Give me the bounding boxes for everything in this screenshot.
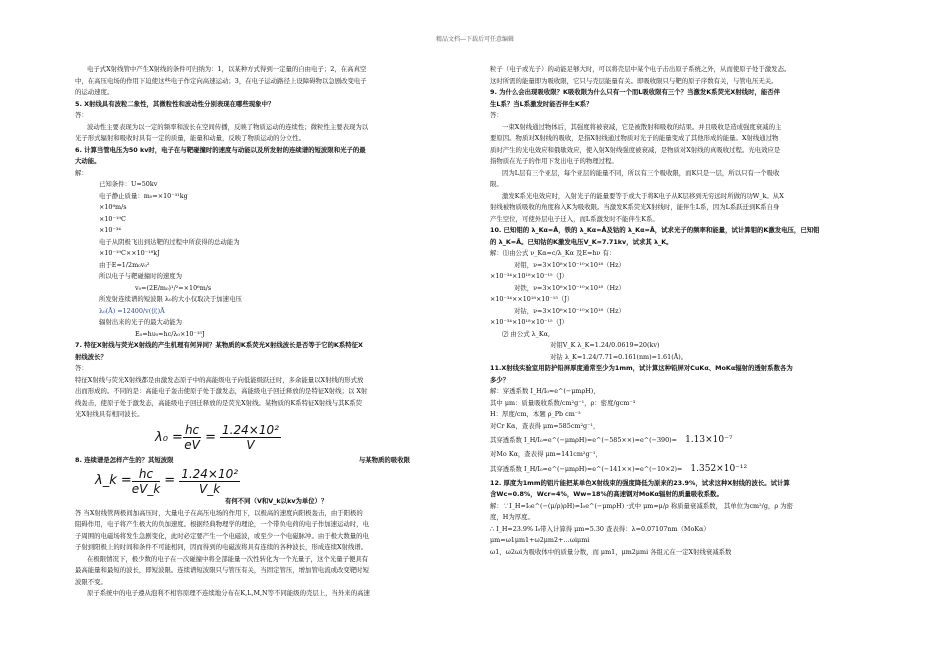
intro-line: 中，在高压电场的作用下迫使这些电子作定向高速运动；3，在电子运动路径上设障碍物以急剧改变电子 [75, 76, 367, 85]
solution-line: ×10⁻¹⁹C××10⁻¹⁸kJ [99, 249, 160, 257]
answer-line: 特征X射线与荧光X射线都是由激发态原子中的高能级电子向低能级跃迁时，多余能量以X射线的形式放 [75, 375, 364, 384]
answer-line: 波动性主要表现为以一定的频率和波长在空间传播，反映了物质运动的连续性；微粒性主要表现为以 [87, 122, 369, 131]
solution-line: 由于E=1/2m₀v₀² [99, 260, 150, 269]
solution-line: ⑵ 由公式 λ_Kα, [502, 329, 550, 338]
solution-line: 所发射连续谱的短波限 λ₀的大小仅取决于加速电压 [99, 295, 242, 303]
answer-line: 出而形成的。不同的是：高能电子轰击使原子处于激发态，高能级电子回迁释放的是特征X射线；以 X射 [75, 387, 368, 395]
solution-line: 辐射出来的光子的最大动能为 [99, 318, 183, 326]
answer-line: 产生空位，可使外层电子迁入，而L系激发时不能伴生K系。 [490, 214, 659, 223]
question-7: 7. 特征X射线与荧光X射线的产生机理有何异同？某物质的K系荧光X射线波长是否等于它的K系特征X [75, 341, 363, 349]
answer-label: 答： [75, 364, 88, 372]
question-6: 大动能。 [75, 157, 101, 165]
solution-line: λ₀(Å) =12400/v(伏)Å [99, 306, 165, 315]
cu-transmission: 其穿透系数 I_H/I₀=e^(−μmρH)=e^(−585××)=e^(−390)= 1.13×10⁻⁷ [490, 435, 733, 445]
solution-line: 解：∵I_H=I₀e^(−(μ/ρ)ρH)=I₀e^(−μmρH) ·式中 μm=μ/ρ 称质量衰减系数， 其单位为cm²/g，ρ 为密 [490, 501, 793, 510]
solution-line: 对钴，ν=3×10⁸×10⁻¹⁰×10¹⁸（Hz） [514, 306, 625, 315]
answer-line: 因为L层有三个亚层，每个亚层的能量不同，所以有三个吸收限，而K只是一层，所以只有一个吸收 [502, 168, 780, 177]
question-9: 生L系？当L系激发时能否伴生K系？ [490, 99, 593, 108]
solution-line: ∴ I_H=23.9% I₀带入计算得 μm=5.30 查表得：λ=0.07107nm（MoKα） [490, 524, 710, 533]
solution-line: ×10⁸m/s [99, 203, 127, 211]
solution-line: ×10⁻¹⁹C [99, 214, 126, 223]
answer-line: 射线被物质吸收的角度称入K为吸收限。当激发K系荧光X射线时，能伴生L系，因为L系跃迁到K系自身 [490, 203, 780, 211]
left-column [75, 64, 470, 600]
intro-line: 电子式X射线管中产生X射线的条件可归纳为：1，以某种方式得到一定量的自由电子；2，在高真空 [87, 65, 367, 73]
text-line: 这时所需的能量即为吸收限，它只与壳层能量有关。即吸收限只与靶的原子序数有关，与管电压无关。 [490, 76, 778, 85]
solution-line: 电子静止质量：m₀=×10⁻³¹kg [99, 191, 188, 200]
answer-line: 原子系统中的电子遵从泡利不相容原理不连续地分布在K,L,M,N等不同能级的壳层上，当外来的高速 [87, 589, 370, 597]
solution-line: 电子从阴极飞出到达靶的过程中所获得的总动能为 [99, 237, 240, 246]
answer-line: 波限不变。 [75, 577, 107, 586]
short-wavelength-formula: λ₀ = $\frac{hc}{eV}$ = $\frac{\text{1.24×10²}}{V}$ [155, 423, 279, 452]
right-column [490, 64, 885, 558]
answer-label: 答： [75, 111, 88, 119]
solution-line: H：厚度/cm，本题 ρ_Pb cm⁻³ [490, 410, 581, 418]
intro-line: 的运动速度。 [75, 88, 114, 96]
answer-line: 指物质在光子的作用下发出电子的物理过程。 [490, 157, 618, 165]
question-6: 6. 计算当管电压为50 kv时，电子在与靶碰撞时的速度与动能以及所发射的连续谱的短波限和光子的最 [75, 145, 366, 154]
question-10: 10. 已知钼的 λ_Kα=Å，铁的 λ_Kα=Å及钴的 λ_Kα=Å，试求光子的频率和能量，试计算钼的K激发电压，已知钼 [490, 226, 820, 234]
solution-line: 对Cr Kα，查表得 μm=585cm²g⁻¹， [490, 421, 600, 430]
solution-line: ×10⁻³⁴ [99, 226, 121, 234]
absorption-edge-formula: λ_k = $\frac{hc}{eV\_k}$ = $\frac{\text{1.24×10²}}{V\_k}$ [95, 466, 239, 496]
answer-line: 要原因。物质对X射线的吸收，是指X射线通过物质对光子的能量变成了其他形成的能量。X射线通过物 [490, 134, 779, 142]
answer-line: 光X射线具有相同波长。 [75, 410, 144, 418]
solution-line: 解：穿透系数 I_H/I₀=e^(−μmρH)， [490, 387, 600, 395]
solution-line: ×10⁻³⁴×10¹⁸×10⁻¹⁵（J） [490, 318, 568, 326]
answer-line: 最高能量和最短的波长，即短波限。连续谱短波限只与管压有关，当固定管压，增加管电流或改变靶时短 [75, 566, 369, 574]
question-11: 11.X射线实验室用防护铅屏厚度通常至少为1mm，试计算这种铅屏对CuKα、MoKα辐射的透射系数各为 [490, 364, 793, 372]
solution-line: 其中 μm：质量吸收系数/cm²g⁻¹，ρ：密度/gcm⁻³ [490, 398, 636, 407]
question-8: 8. 连续谱是怎样产生的？其短波限 与某物质的吸收限 [75, 455, 410, 464]
solution-line: 对Mo Kα，查表得 μm=141cm²g⁻¹， [490, 450, 602, 458]
question-11: 多少？ [490, 375, 510, 384]
solution-line: ×10⁻³⁴××10¹⁸×10⁻¹⁵（J） [490, 295, 574, 303]
solution-line: 度，H为厚度。 [490, 513, 534, 521]
question-10: 的 λ_K=Å。已知钴的K激发电压V_K=7.71kv，试求其 λ_K。 [490, 237, 673, 246]
solution-line: ω1，ω2ωi为吸收体中的质量分数，而 μm1，μm2μmi 各组元在一定X射线衰减系数 [490, 547, 732, 556]
solution-line: 已知条件：U=50kv [99, 180, 158, 188]
question-7: 射线波长？ [75, 352, 107, 361]
solution-line: ×10⁻³⁴×10¹⁸×10⁻¹⁵（J） [490, 272, 568, 280]
solution-line: v₀=(2E/m₀)¹/²=×10⁶m/s [135, 283, 212, 292]
mo-transmission: 其穿透系数 I_H/I₀=e^(−μmρH)=e^(−141××)=e^(−10×2)= 1.352×10⁻¹² [490, 463, 748, 474]
answer-line: 子周围的电磁场将发生急剧变化，此时必定要产生一个电磁波，或至少一个电磁脉冲。由于极大数量的电 [75, 531, 369, 540]
answer-line: 阻碍作用，电子将产生极大的负加速度。根据经典物理学的理论，一个带负电荷的电子作加速运动时，电 [75, 520, 369, 528]
answer-line: 质时产生的光电效应和俄歇效应，使入射X射线强度被衰减，是物质对X射线的真吸收过程。光电效应是 [490, 145, 781, 154]
solution-line: 对钼V_K λ_K=1.24/0.0619=20(kv) [550, 341, 660, 349]
answer-line: 激发K系光电效应时，入射光子的能量要等于或大于将K电子从K层移到无穷远时所做的功W_k。从X [502, 191, 784, 200]
text-line: 粒子（电子或光子）的动能足够大时，可以将壳层中某个电子击出原子系统之外，从而使原子处于激发态。 [490, 65, 791, 73]
answer-line: 限。 [490, 180, 503, 188]
answer-label: 答： [490, 111, 503, 119]
solution-label: 解： [75, 168, 88, 177]
solution-line: μm=ω1μm1+ω2μm2+…ωiμmi [490, 536, 590, 544]
answer-line: 子射到阳极上的时间和条件不可能相同，因而得到的电磁波将具有连续的各种波长，形成连续X射线谱。 [75, 543, 368, 551]
page-header: 精品文档---下载后可任意编辑 [435, 36, 515, 43]
solution-line: 解：⑴由公式 ν_Kα=c/λ_Kα 及E=hν 有： [490, 249, 616, 257]
question-8-tail: 有何不同（V和V_k以kv为单位）？ [225, 497, 328, 505]
question-5: 5. X射线具有波粒二象性，其微粒性和波动性分别表现在哪些现象中？ [75, 99, 275, 108]
answer-line: 一束X射线通过物体后，其强度将被衰减，它是被散射和吸收的结果。并且吸收是造成强度衰减的主 [502, 122, 782, 131]
solution-line: 对钴 λ_K=1.24/7.71=0.161(nm)=1.61(Å)。 [550, 352, 688, 361]
solution-line: 对铁，ν=3×10⁸×10⁻¹⁰×10¹⁸（Hz） [514, 283, 625, 292]
solution-line: E₀=hυ₀=hc/λ₀×10⁻¹⁵J [135, 329, 205, 338]
question-12: 12. 厚度为1mm的铝片能把某单色X射线束的强度降低为原来的23.9%，试求这种X射线的波长。试计算 [490, 478, 790, 487]
solution-line: 对钼，ν=3×10⁸×10⁻¹⁰×10¹⁸（Hz） [514, 260, 625, 269]
question-9: 9. 为什么会出现吸收限？K吸收限为什么只有一个而L吸收限有三个？当激发K系荧光X射线时，能否伴 [490, 88, 781, 96]
question-12: 含Wc=0.8%，Wcr=4%，Ww=18%的高速钢对MoKα辐射的质量吸收系数。 [490, 490, 723, 498]
answer-line: 线轰击，使原子处于激发态，高能级电子回迁释放的是荧光X射线。某物质的K系特征X射线与其K系荧 [75, 398, 363, 407]
answer-line: 光子形式辐射和吸收时具有一定的质量，能量和动量，反映了物质运动的分立性。 [75, 134, 306, 142]
solution-line: 所以电子与靶碰撞时的速度为 [99, 272, 183, 280]
answer-line: 答 当X射线管两极间加高压时，大量电子在高压电场的作用下，以极高的速度向阳极轰击，由于阳极的 [75, 508, 363, 517]
answer-line: 在极限情况下，极少数的电子在一次碰撞中将全部能量一次性转化为一个光量子，这个光量子便具有 [87, 554, 369, 563]
